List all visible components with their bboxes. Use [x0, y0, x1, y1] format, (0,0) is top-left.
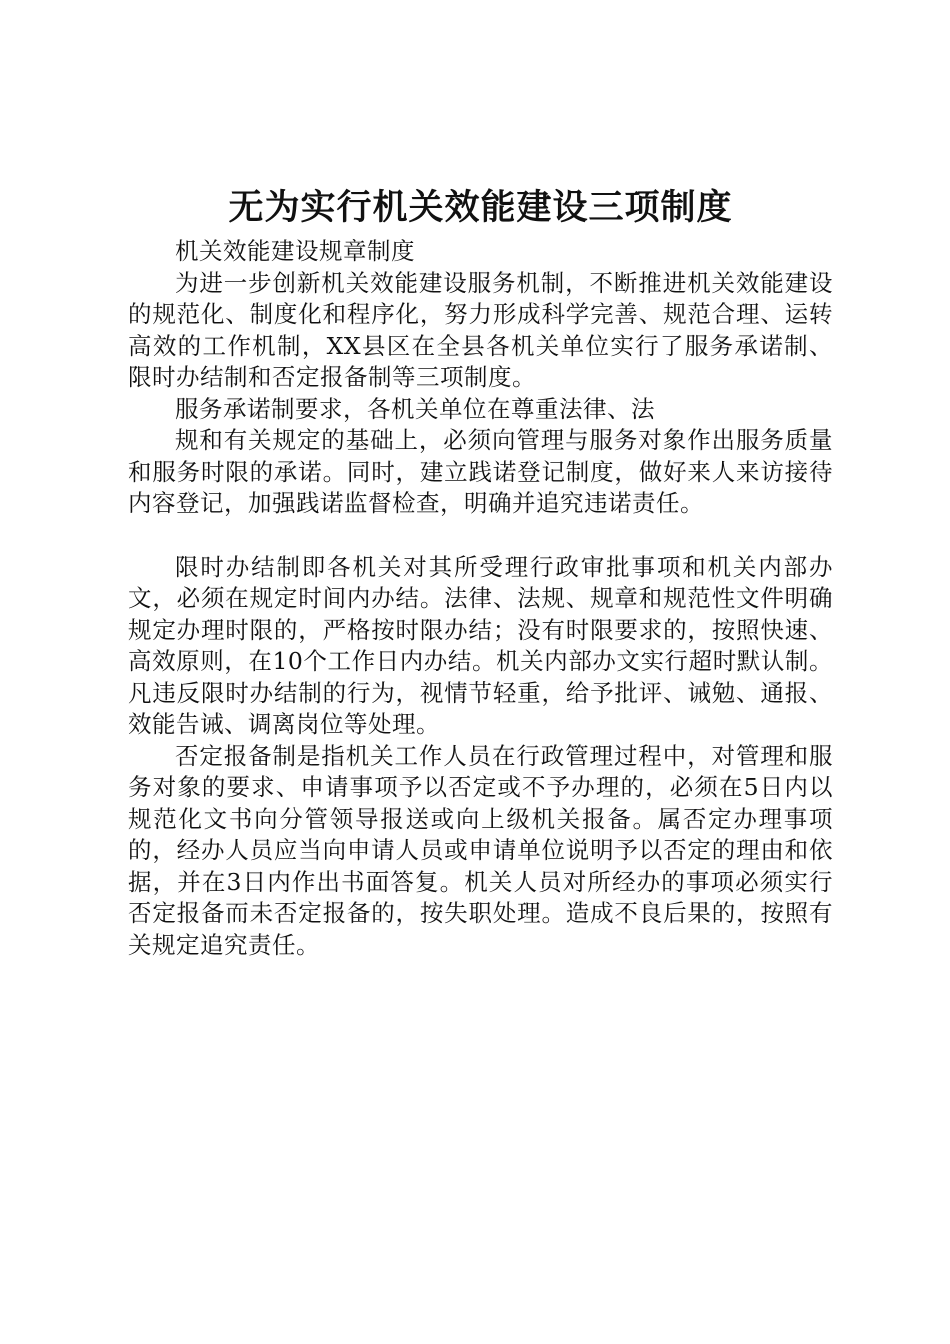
paragraph-negation-report: 否定报备制是指机关工作人员在行政管理过程中，对管理和服务对象的要求、申请事项予以否定或不予办理的，必须在5日内以规范化文书向分管领导报送或向上级机关报备。属否定办理事项的，经办人员应当向申请人员或申请单位说明予以否定的理由和依据，并在3日内作出书面答复。机关人员对所经办的事项必须实行否定报备而未否定报备的，按失职处理。造成不良后果的，按照有关规定追究责任。	[128, 741, 833, 959]
document-title: 无为实行机关效能建设三项制度	[228, 187, 733, 228]
paragraph-gap	[128, 520, 833, 552]
paragraph-service-commitment-a: 服务承诺制要求，各机关单位在尊重法律、法	[175, 394, 655, 423]
paragraph-heading: 机关效能建设规章制度	[175, 237, 415, 265]
document-page	[128, 180, 833, 961]
paragraph-intro: 为进一步创新机关效能建设服务机制，不断推进机关效能建设的规范化、制度化和程序化，努力形成科学完善、规范合理、运转高效的工作机制，XX县区在全县各机关单位实行了服务承诺制、限时办结制和否定报备制等三项制度。	[128, 268, 833, 391]
paragraph-time-limit: 限时办结制即各机关对其所受理行政审批事项和机关内部办文，必须在规定时间内办结。法律、法规、规章和规范性文件明确规定办理时限的，严格按时限办结；没有时限要求的，按照快速、高效原则，在10个工作日内办结。机关内部办文实行超时默认制。凡违反限时办结制的行为，视情节轻重，给予批评、诫勉、通报、效能告诫、调离岗位等处理。	[128, 552, 833, 738]
paragraph-service-commitment-b: 规和有关规定的基础上，必须向管理与服务对象作出服务质量和服务时限的承诺。同时，建立践诺登记制度，做好来人来访接待内容登记，加强践诺监督检查，明确并追究违诺责任。	[128, 426, 833, 517]
